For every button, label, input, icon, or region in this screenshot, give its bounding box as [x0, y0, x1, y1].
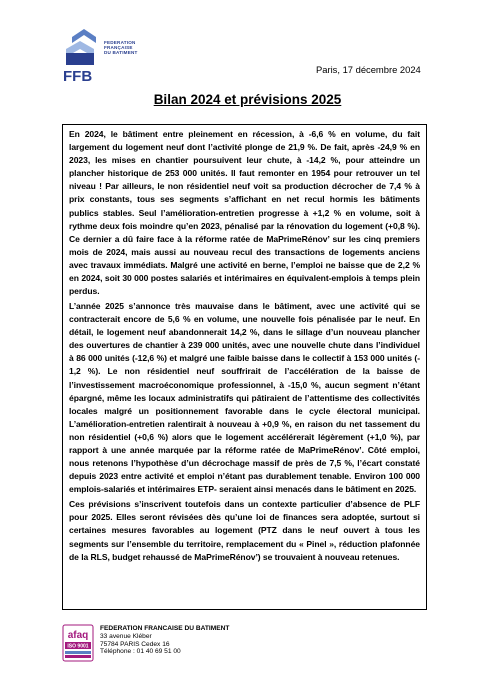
footer-address-line: 75784 PARIS Cedex 16: [100, 640, 170, 648]
afaq-badge: [62, 624, 94, 662]
logo-acronym: FFB: [63, 68, 93, 83]
badge-brand: afaq: [67, 630, 89, 641]
footer-address: [100, 625, 229, 656]
footer-phone: Téléphone : 01 40 69 51 00: [100, 648, 181, 656]
logo-line: FRANÇAISE: [104, 45, 133, 51]
page-title: Bilan 2024 et prévisions 2025: [153, 92, 342, 107]
paragraph: Ces prévisions s’inscrivent toutefois dans un contexte particulier d’absence de PLF pour 2025. Elles seront révisées dès qu’une loi de finances sera adoptée, surtout si certaines mesures favorables au logement (PTZ dans le neuf ouvert à tous les segments sur l’ensemble du territoire, remplacement du « Pinel », réduction plafonnée de la RLS, budget rehaussé de MaPrimeRénov’) se trouvaient à nouveau retenues.: [69, 499, 420, 562]
badge-line: ISO 9001: [67, 643, 89, 650]
footer-address-line: 33 avenue Kléber: [100, 632, 152, 640]
paragraph: En 2024, le bâtiment entre pleinement en récession, à -6,6 % en volume, du fait largement du logement neuf dont l’activité plonge de 21,9 %. De fait, après -24,9 % en 2023, les mises en chantier poursuivent leur chute, à -14,2 %, pour atteindre un plancher historique de 253 000 unités. Il faut remonter en 1954 pour retrouver un tel niveau ! Par ailleurs, le non résidentiel neuf voit sa production décrocher de 7,4 % à prix constants, tous ses segments s’affichant en net recul hormis les bâtiments publics stables. Seul l’amélioration-entretien progresse à +1,2 % en volume, soit à rythme deux fois moindre qu’en 2023, pénalisé par la rénovation du logement (+0,8 %). Ce dernier a dû faire face à la réforme ratée de MaPrimeRénov’ sur les cinq premiers mois de 2024, mais aussi au nouveau recul des transactions de logements anciens avec travaux immédiats. Malgré une activité en berne, l’emploi ne baisse que de 2,2 % en 2024, soit 30 000 postes salariés et intérimaires en équivalent-emplois à temps plein perdus.: [69, 129, 420, 297]
content-box: [62, 124, 427, 610]
logo-text: [104, 40, 138, 56]
logo-line: DU BATIMENT: [104, 50, 138, 56]
logo-line: FEDERATION: [104, 40, 136, 45]
paragraph: L’année 2025 s’annonce très mauvaise dans le bâtiment, avec une activité qui se contracterait encore de 5,6 % en volume, une nouvelle fois pénalisée par le neuf. En détail, le logement neuf abandonnerait 14,2 %, dans le sillage d’un nouveau plancher des ouvertures de chantier à 239 000 unités, avec une nouvelle chute dans l’individuel à 86 000 unités (-12,6 %) et malgré une faible baisse dans le collectif à 153 000 unités (- 1,2 %). Le non résidentiel neuf souffrirait de l’accélération de la baisse de l’investissement macroéconomique professionnel, à -15,0 %, aucun segment n’étant épargné, même les locaux administratifs qui pâtiraient de l’attentisme des collectivités locales malgré un positionnement favorable dans le cycle électoral municipal. L’amélioration-entretien ralentirait à nouveau à +0,9 %, en raison du net tassement du non résidentiel (+0,6 %) alors que le logement accélérerait légèrement (+1,0 %), par rapport à une année marquée par la réforme ratée de MaPrimeRénov’. Côté emploi, nous retenons l’hypothèse d’un décrochage massif de près de 7,5 %, l’écart constaté depuis 2023 entre activité et emploi n’étant pas durablement tenable. Environ 100 000 emplois-salariés et intérimaires ETP- seraient ainsi menacés dans le bâtiment en 2025.: [69, 301, 420, 495]
logo-chevron-mid: [72, 29, 96, 43]
logo-block: [66, 53, 94, 65]
document-date: Paris, 17 décembre 2024: [316, 64, 421, 75]
footer-org: FEDERATION FRANCAISE DU BATIMENT: [100, 625, 230, 632]
